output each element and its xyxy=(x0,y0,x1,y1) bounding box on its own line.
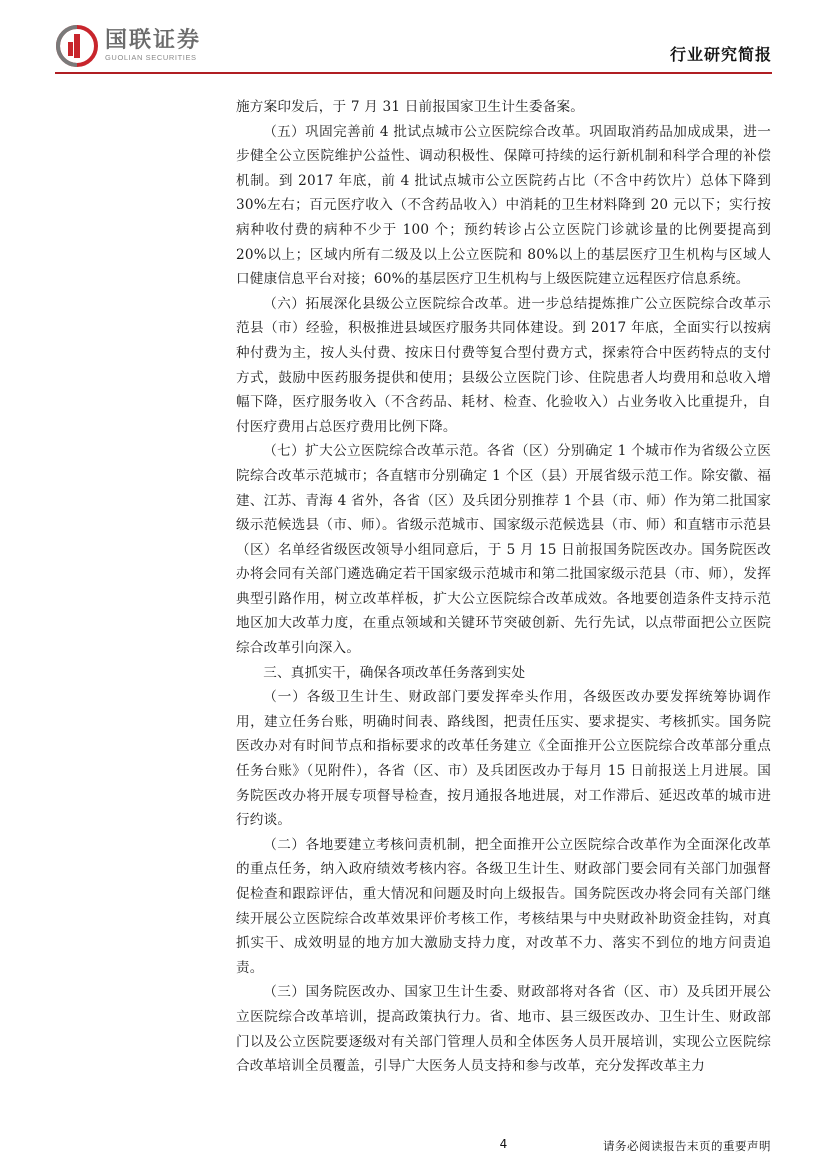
paragraph-3-3: （三）国务院医改办、国家卫生计生委、财政部将对各省（区、市）及兵团开展公立医院综合改革培训，提高政策执行力。省、地市、县三级医改办、卫生计生、财政部门以及公立医院要逐级对有关部门管理人员和全体医务人员开展培训，实现公立医院综合改革培训全员覆盖，引导广大医务人员支持和参与改革，充分发挥改革主力 xyxy=(236,984,771,1075)
page-footer xyxy=(236,1137,771,1157)
company-logo xyxy=(55,24,201,68)
page-number: 4 xyxy=(499,1137,508,1151)
document-body xyxy=(236,95,771,1079)
paragraph-3-2: （二）各地要建立考核问责机制，把全面推开公立医院综合改革作为全面深化改革的重点任务，纳入政府绩效考核内容。各级卫生计生、财政部门要会同有关部门加强督促检查和跟踪评估，重大情况和问题及时向上级报告。国务院医改办将会同有关部门继续开展公立医院综合改革效果评价考核工作，考核结果与中央财政补助资金挂钩，对真抓实干、成效明显的地方加大激励支持力度，对改革不力、落实不到位的地方问责追责。 xyxy=(236,836,771,976)
report-type-label: 行业研究简报 xyxy=(669,45,772,64)
logo-english-name: GUOLIAN SECURITIES xyxy=(105,53,197,62)
paragraph-continuation: 施方案印发后，于 7 月 31 日前报国家卫生计生委备案。 xyxy=(236,99,585,115)
footer-disclaimer: 请务必阅读报告末页的重要声明 xyxy=(603,1139,771,1153)
page-header xyxy=(55,20,772,72)
section-heading-3: 三、真抓实干，确保各项改革任务落到实处 xyxy=(263,664,526,681)
logo-chinese-name: 国联证券 xyxy=(105,28,202,53)
guolian-logo-icon xyxy=(55,24,99,68)
paragraph-section-7: （七）扩大公立医院综合改革示范。各省（区）分别确定 1 个城市作为省级公立医院综合改革示范城市；各直辖市分别确定 1 个区（县）开展省级示范工作。除安徽、福建、江苏、青海 4 省外，各省（区）及兵团分别推荐 1 个县（市、师）作为第二批国家级示范候选县（市、师）。省级示范城市、国家级示范候选县（市、师）和直辖市示范县（区）名单经省级医改领导小组同意后，于 5 月 15 日前报国务院医改办。国务院医改办将会同有关部门遴选确定若干国家级示范城市和第二批国家级示范县（市、师），发挥典型引路作用，树立改革样板，扩大公立医院综合改革成效。各地要创造条件支持示范地区加大改革力度，在重点领域和关键环节突破创新、先行先试，以点带面把公立医院综合改革引向深入。 xyxy=(236,443,771,657)
paragraph-section-5: （五）巩固完善前 4 批试点城市公立医院综合改革。巩固取消药品加成成果，进一步健全公立医院维护公益性、调动积极性、保障可持续的运行新机制和科学合理的补偿机制。到 2017 年底，前 4 批试点城市公立医院药占比（不含中药饮片）总体下降到 30%左右；百元医疗收入（不含药品收入）中消耗的卫生材料降到 20 元以下；实行按病种收付费的病种不少于 100 个；预约转诊占公立医院门诊就诊量的比例要提高到 20%以上；区域内所有二级及以上公立医院和 80%以上的基层医疗卫生机构与区域人口健康信息平台对接；60%的基层医疗卫生机构与上级医院建立远程医疗信息系统。 xyxy=(236,123,771,288)
paragraph-section-6: （六）拓展深化县级公立医院综合改革。进一步总结提炼推广公立医院综合改革示范县（市）经验，积极推进县域医疗服务共同体建设。到 2017 年底，全面实行以按病种付费为主，按人头付费、按床日付费等复合型付费方式，探索符合中医药特点的支付方式，鼓励中医药服务提供和使用；县级公立医院门诊、住院患者人均费用和总收入增幅下降，医疗服务收入（不含药品、耗材、检查、化验收入）占业务收入比重提升，自付医疗费用占总医疗费用比例下降。 xyxy=(236,295,771,435)
paragraph-3-1: （一）各级卫生计生、财政部门要发挥牵头作用，各级医改办要发挥统筹协调作用，建立任务台账，明确时间表、路线图，把责任压实、要求提实、考核抓实。国务院医改办对有时间节点和指标要求的改革任务建立《全面推开公立医院综合改革部分重点任务台账》（见附件），各省（区、市）及兵团医改办于每月 15 日前报送上月进展。国务院医改办将开展专项督导检查，按月通报各地进展，对工作滞后、延迟改革的城市进行约谈。 xyxy=(236,689,771,829)
header-divider xyxy=(55,72,772,74)
